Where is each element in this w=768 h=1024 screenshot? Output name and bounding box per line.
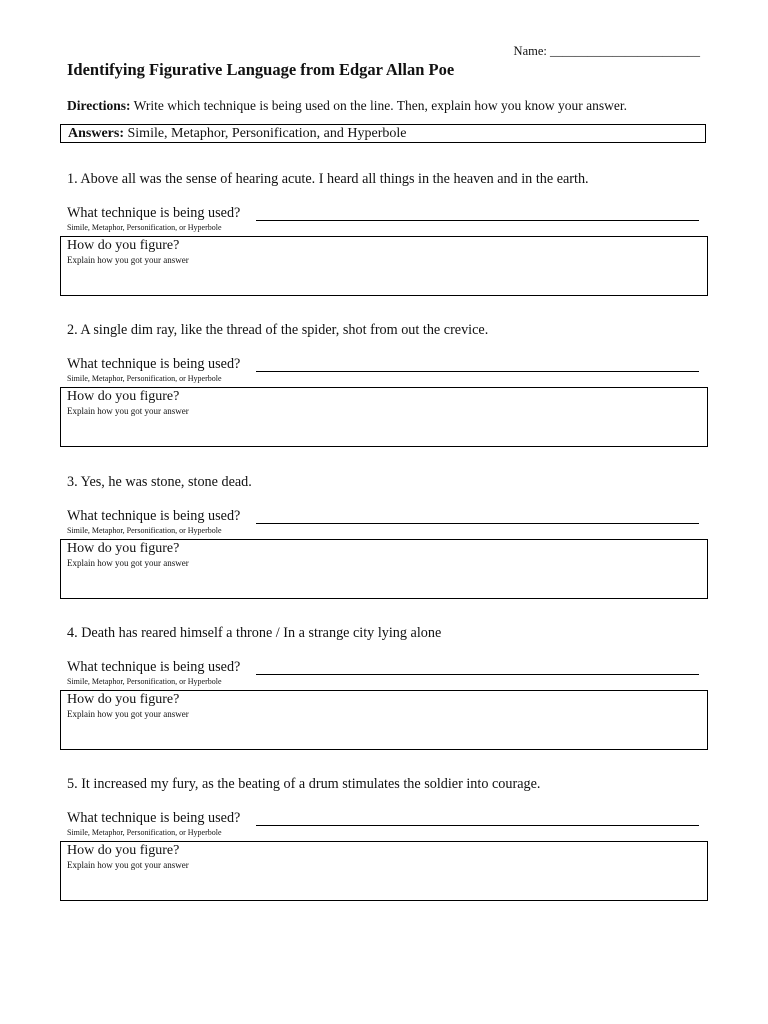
technique-answer-line[interactable] <box>256 371 699 372</box>
technique-answer-line[interactable] <box>256 674 699 675</box>
directions-text: Write which technique is being used on the line. Then, explain how you know your answer. <box>130 98 627 113</box>
explanation-box[interactable] <box>60 539 708 599</box>
explanation-hint: Explain how you got your answer <box>67 406 189 416</box>
technique-label: What technique is being used? <box>67 659 241 675</box>
question-text: 3. Yes, he was stone, stone dead. <box>67 474 252 490</box>
explanation-hint: Explain how you got your answer <box>67 255 189 265</box>
technique-answer-line[interactable] <box>256 523 699 524</box>
answers-box <box>60 124 706 143</box>
explanation-title: How do you figure? <box>67 843 180 858</box>
question-text: 5. It increased my fury, as the beating of a drum stimulates the soldier into courage. <box>67 776 541 792</box>
question-text: 2. A single dim ray, like the thread of the spider, shot from out the crevice. <box>67 322 489 338</box>
question-3 <box>0 474 768 624</box>
explanation-hint: Explain how you got your answer <box>67 860 189 870</box>
technique-answer-line[interactable] <box>256 825 699 826</box>
question-text: 1. Above all was the sense of hearing acute. I heard all things in the heaven and in the earth. <box>67 171 589 187</box>
technique-label: What technique is being used? <box>67 205 241 221</box>
explanation-box[interactable] <box>60 236 708 296</box>
technique-hint: Simile, Metaphor, Personification, or Hyperbole <box>67 526 222 535</box>
question-5 <box>0 776 768 926</box>
technique-label: What technique is being used? <box>67 356 241 372</box>
question-4 <box>0 625 768 775</box>
name-field[interactable]: Name: ________________________ <box>513 44 700 58</box>
explanation-box[interactable] <box>60 690 708 750</box>
technique-label: What technique is being used? <box>67 508 241 524</box>
technique-hint: Simile, Metaphor, Personification, or Hyperbole <box>67 374 222 383</box>
answers-text: Simile, Metaphor, Personification, and Hyperbole <box>124 126 407 141</box>
answers-label: Answers: <box>68 126 124 141</box>
explanation-hint: Explain how you got your answer <box>67 558 189 568</box>
explanation-title: How do you figure? <box>67 238 180 253</box>
question-1 <box>0 171 768 321</box>
directions <box>67 98 627 114</box>
explanation-box[interactable] <box>60 387 708 447</box>
question-text: 4. Death has reared himself a throne / In a strange city lying alone <box>67 625 442 641</box>
explanation-title: How do you figure? <box>67 692 180 707</box>
directions-label: Directions: <box>67 98 131 113</box>
technique-label: What technique is being used? <box>67 810 241 826</box>
explanation-title: How do you figure? <box>67 389 180 404</box>
explanation-title: How do you figure? <box>67 541 180 556</box>
question-2 <box>0 322 768 472</box>
technique-hint: Simile, Metaphor, Personification, or Hyperbole <box>67 828 222 837</box>
page-title: Identifying Figurative Language from Edgar Allan Poe <box>67 60 455 79</box>
explanation-box[interactable] <box>60 841 708 901</box>
technique-hint: Simile, Metaphor, Personification, or Hyperbole <box>67 223 222 232</box>
explanation-hint: Explain how you got your answer <box>67 709 189 719</box>
technique-hint: Simile, Metaphor, Personification, or Hyperbole <box>67 677 222 686</box>
technique-answer-line[interactable] <box>256 220 699 221</box>
